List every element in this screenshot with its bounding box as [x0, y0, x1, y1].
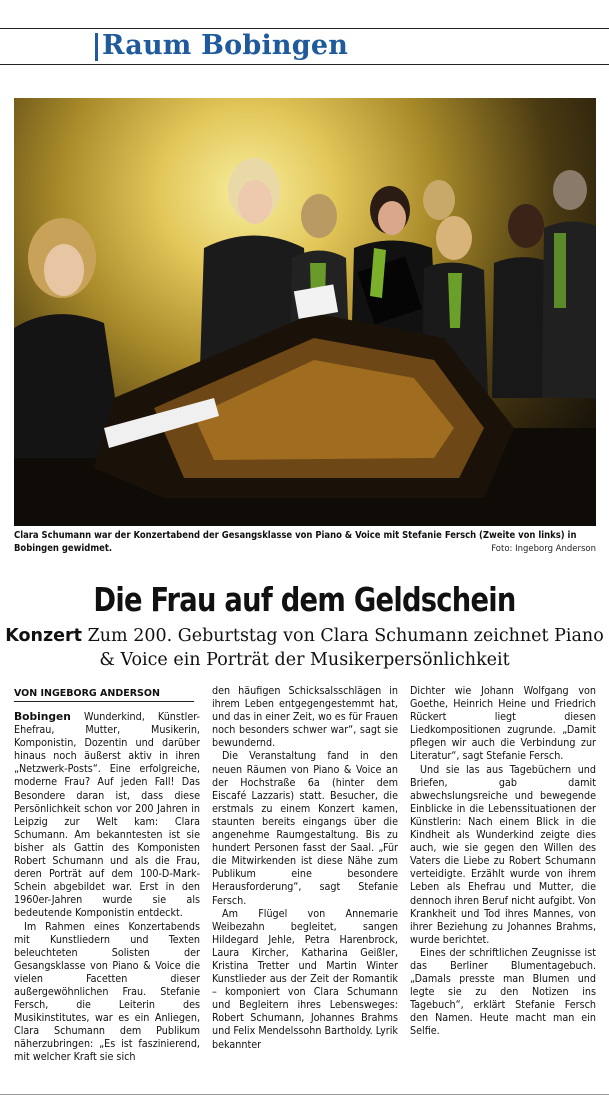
article-headline: Die Frau auf dem Geldschein	[93, 580, 516, 619]
paragraph: Im Rahmen eines Konzertabends mit Kunstliedern und Texten beleuchteten Solisten der Gesangsklasse von Piano & Voice die vielen Facetten dieser außergewöhnlichen Frau. Stefanie Fersch, die Leiterin des Musikinstitutes, war es ein Anliegen, Clara Schumann dem Publikum näherzubringen: „Es ist faszinierend, mit welcher Kraft sie sich	[14, 919, 200, 1064]
dateline: Bobingen	[14, 710, 71, 723]
paragraph: Dichter wie Johann Wolfgang von Goethe, Heinrich Heine und Friedrich Rückert liegt diesen Liedkompositionen zugrunde. „Damit pflegen wir auch die Verbindung zur Literatur“, sagt Stefanie Fersch.	[410, 684, 596, 763]
paragraph: Eines der schriftlichen Zeugnisse ist das Berliner Blumentagebuch. „Damals presste man Blumen und legte sie zu den Notizen ins Tagebuch“, erklärt Stefanie Fersch den Namen. Heute macht man ein Selfie.	[410, 945, 596, 1038]
section-accent-bar	[95, 33, 98, 61]
article-byline: VON INGEBORG ANDERSON	[14, 688, 194, 702]
paragraph: den häufigen Schicksalsschlägen in ihrem Leben entgegengestemmt hat, und das in einer Zeit, wo es für Frauen noch besonders schwer war“, sagt sie bewundernd.	[212, 684, 398, 750]
top-rule	[0, 28, 609, 29]
bottom-rule	[0, 1094, 609, 1095]
article-column-2	[212, 684, 398, 1051]
section-title: Raum Bobingen	[102, 30, 349, 61]
paragraph-text: Wunderkind, Künstler-Ehefrau, Mutter, Musikerin, Komponistin, Dozentin und darüber hinaus noch äußerst aktiv in ihren „Netzwerk-Posts“. Eine erfolgreiche, moderne Frau? Auf jeden Fall! Das Besondere daran ist, dass diese Persönlichkeit schon vor 200 Jahren in Leipzig zur Welt kam: Clara Schumann. Am bekanntesten ist sie bisher als Gattin des Komponisten Robert Schumann und als die Frau, deren Porträt auf dem 100-D-Mark-Schein abgebildet war. Erst in den 1960er-Jahren wurde sie als bedeutende Komponistin entdeckt.	[14, 710, 200, 920]
article-column-1	[14, 710, 200, 1064]
article-column-3	[410, 684, 596, 1038]
article-subhead-text: Zum 200. Geburtstag von Clara Schumann zeichnet Piano & Voice ein Porträt der Musikerpersönlichkeit	[87, 626, 604, 670]
photo-caption: Clara Schumann war der Konzertabend der Gesangsklasse von Piano & Voice mit Stefanie Fersch (Zweite von links) in Bobingen gewidmet.	[14, 530, 577, 554]
paragraph: Und sie las aus Tagebüchern und Briefen, gab damit abwechslungsreiche und bewegende Einblicke in die Lebenssituationen der Künstlerin: Nach einem Blick in die Kindheit als Wunderkind zeigte dies auch, wie sie gegen den Willen des Vaters die Liebe zu Robert Schumann verteidigte. Erzählt wurde von ihrem Leben als Ehefrau und Mutter, die dennoch ihren Beruf nicht aufgibt. Von Krankheit und Tod ihres Mannes, von ihrer Beziehung zu Johannes Brahms, wurde berichtet.	[410, 762, 596, 946]
header-rule	[0, 64, 609, 65]
article-kicker: Konzert	[5, 626, 83, 646]
paragraph	[14, 710, 200, 920]
paragraph: Am Flügel von Annemarie Weibezahn begleitet, sangen Hildegard Jehle, Petra Harenbrock, Laura Kircher, Katharina Geißler, Kristina Tretter und Martin Winter Kunstlieder aus der Zeit der Romantik – komponiert von Clara Schumann und Begleitern ihres Lebensweges: Robert Schumann, Johannes Brahms und Felix Mendelssohn Bartholdy. Lyrik bekannter	[212, 906, 398, 1051]
paragraph: Die Veranstaltung fand in den neuen Räumen von Piano & Voice an der Hochstraße 6a (hinter dem Eiscafé Lazzaris) statt. Besucher, die erstmals zu einem Konzert kamen, staunten bereits eingangs über die angenehme Raumgestaltung. Bis zu hundert Personen fasst der Saal. „Für die Mitwirkenden ist diese Nähe zum Publikum eine besondere Herausforderung“, sagt Stefanie Fersch.	[212, 749, 398, 907]
concert-photo-illustration	[14, 98, 596, 526]
concert-photo	[14, 98, 596, 526]
photo-credit: Foto: Ingeborg Anderson	[491, 544, 596, 554]
article-subhead	[0, 624, 609, 672]
